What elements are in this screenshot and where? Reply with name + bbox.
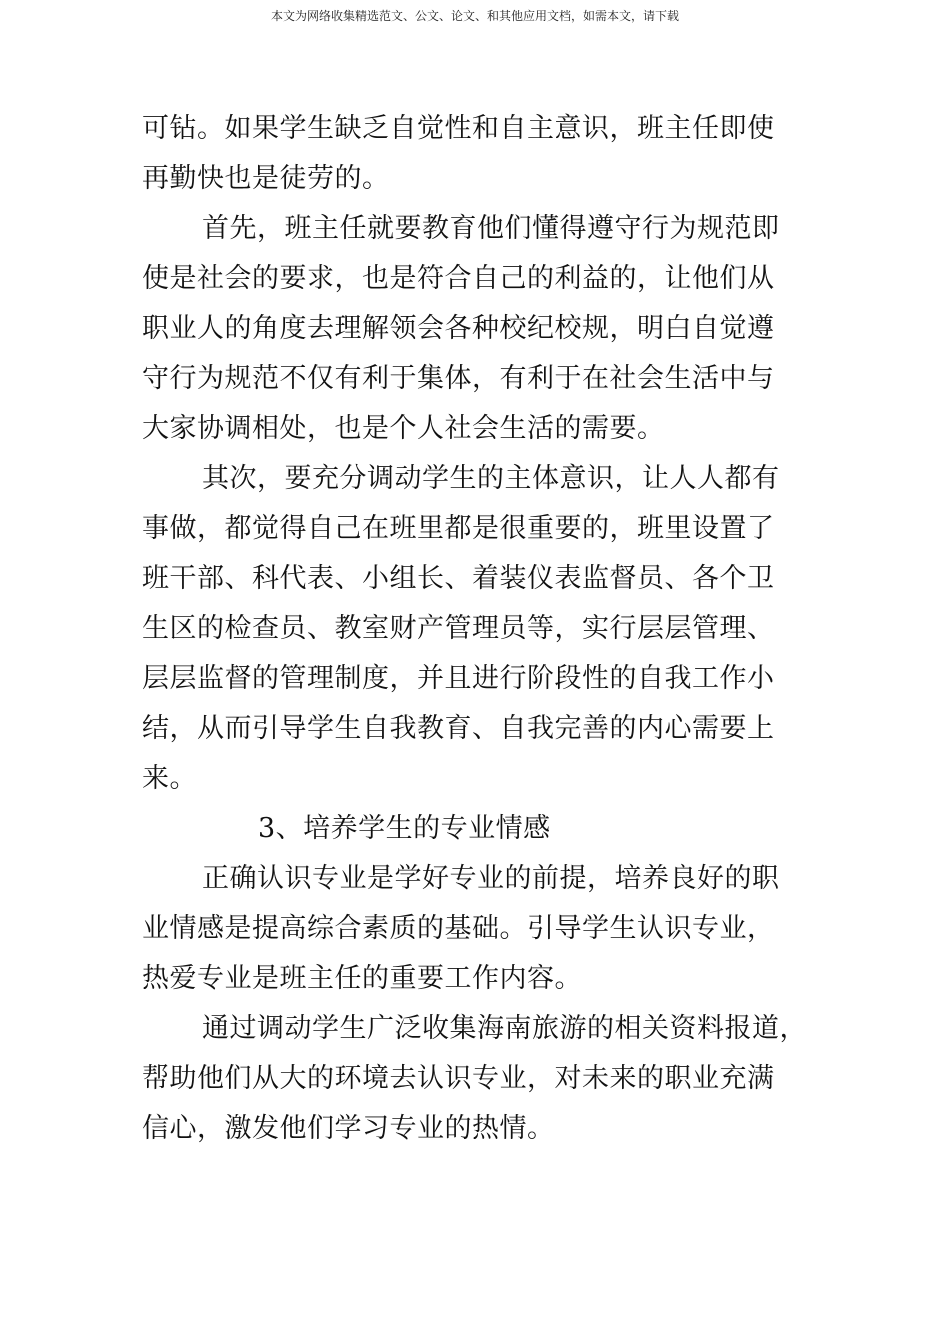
paragraph-line: 再勤快也是徒劳的。 bbox=[142, 163, 390, 194]
paragraph-line: 大家协调相处，也是个人社会生活的需要。 bbox=[142, 413, 665, 444]
download-notice-header: 本文为网络收集精选范文、公文、论文、和其他应用文档，如需本文，请下载 bbox=[270, 9, 679, 23]
paragraph-line: 事做，都觉得自己在班里都是很重要的，班里设置了 bbox=[142, 513, 775, 544]
section-heading: 3、培养学生的专业情感 bbox=[258, 813, 551, 844]
paragraph-line: 热爱专业是班主任的重要工作内容。 bbox=[142, 963, 582, 994]
paragraph-line: 可钻。如果学生缺乏自觉性和自主意识，班主任即使 bbox=[142, 113, 775, 144]
paragraph-line: 使是社会的要求，也是符合自己的利益的，让他们从 bbox=[142, 263, 775, 294]
paragraph-line: 班干部、科代表、小组长、着装仪表监督员、各个卫 bbox=[142, 563, 775, 594]
paragraph-line: 首先，班主任就要教育他们懂得遵守行为规范即 bbox=[202, 213, 780, 244]
paragraph-line: 守行为规范不仅有利于集体，有利于在社会生活中与 bbox=[142, 363, 775, 394]
paragraph-line: 帮助他们从大的环境去认识专业，对未来的职业充满 bbox=[142, 1063, 775, 1094]
paragraph-line: 正确认识专业是学好专业的前提，培养良好的职 bbox=[202, 863, 780, 894]
paragraph-line: 信心，激发他们学习专业的热情。 bbox=[142, 1113, 555, 1144]
paragraph-line: 职业人的角度去理解领会各种校纪校规，明白自觉遵 bbox=[142, 313, 775, 344]
paragraph-line: 通过调动学生广泛收集海南旅游的相关资料报道， bbox=[202, 1013, 807, 1044]
paragraph-line: 结，从而引导学生自我教育、自我完善的内心需要上 bbox=[142, 713, 775, 744]
paragraph-line: 层层监督的管理制度，并且进行阶段性的自我工作小 bbox=[142, 663, 775, 694]
paragraph-line: 其次，要充分调动学生的主体意识，让人人都有 bbox=[202, 463, 780, 494]
paragraph-line: 业情感是提高综合素质的基础。引导学生认识专业， bbox=[142, 913, 775, 944]
paragraph-line: 来。 bbox=[142, 763, 197, 794]
document-body bbox=[142, 104, 812, 1154]
paragraph-line: 生区的检查员、教室财产管理员等，实行层层管理、 bbox=[142, 613, 775, 644]
